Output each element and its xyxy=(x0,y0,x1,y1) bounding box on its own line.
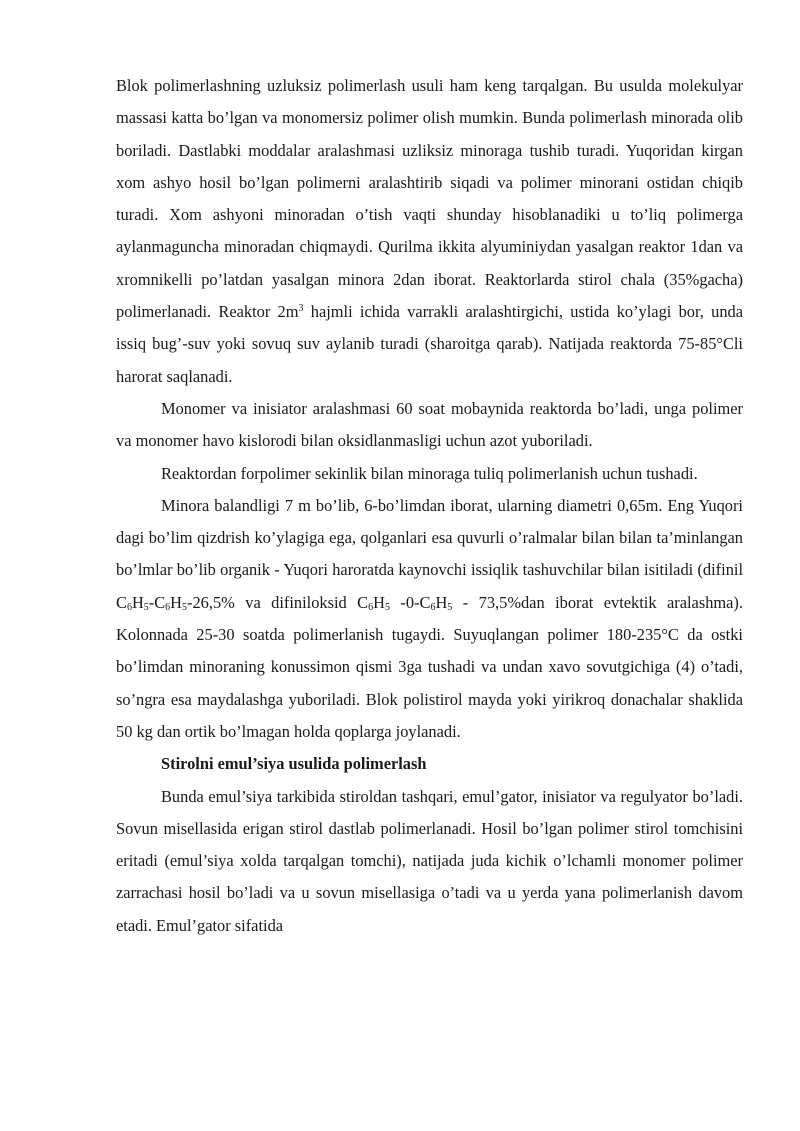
subscript: 5 xyxy=(143,601,149,613)
paragraph-text: H xyxy=(131,592,144,612)
superscript: 3 xyxy=(298,303,304,315)
section-heading: Stirolni emul’siya usulida polimerlash xyxy=(161,754,427,774)
paragraph-tower-description xyxy=(116,490,743,748)
paragraph-text: H xyxy=(435,592,448,612)
paragraph-emulsion: Bunda emul’siya tarkibida stiroldan tashqari, emul’gator, inisiator va regulyator bo’ladi. Sovun misellasida erigan stirol dastlab polimerlanadi. Hosil bo’lgan polimer stirol tomchisini eritadi (emul’siya xolda tarqalgan tomchi), natijada juda kichik o’lchamli monomer polimer zarrachasi hosil bo’ladi va u sovun misellasiga o’tadi va u yerda yana polimerlanish davom etadi. Emul’gator sifatida xyxy=(116,786,743,935)
paragraph-continuous-polymerization xyxy=(116,70,743,393)
subscript: 5 xyxy=(384,601,390,613)
paragraph-text: -0-C xyxy=(389,592,431,612)
paragraph-text: - 73,5%dan iborat evtektik aralashma). Kolonnada 25-30 soatda polimerlanish tugaydi. Suyuqlangan polimer 180-235°C da ostki bo’limdan minoraning konussimon qismi 3ga tushadi va undan xavo sovutgichiga (4) o’tadi, so’ngra esa maydalashga yuboriladi. Blok polistirol mayda yoki yirikroq donachalar shaklida 50 kg dan ortik bo’lmagan holda qoplarga joylanadi. xyxy=(116,592,743,741)
document-page xyxy=(116,70,743,942)
paragraph-text: -C xyxy=(148,592,166,612)
subscript: 6 xyxy=(126,601,132,613)
paragraph-text: H xyxy=(170,592,183,612)
paragraph-text: -26,5% va difiniloksid C xyxy=(187,592,369,612)
paragraph-text: H xyxy=(373,592,385,612)
subscript: 5 xyxy=(447,601,453,613)
subscript: 6 xyxy=(368,601,374,613)
subscript: 6 xyxy=(165,601,171,613)
paragraph-text: hajmli ichida varrakli aralashtirgichi, ustida ko’ylagi bor, unda issiq bug’-suv yoki sovuq suv aylanib turadi (sharoitga qarab). Natijada reaktorda 75-85°Cli harorat saqlanadi. xyxy=(116,302,744,386)
paragraph-text: Blok polimerlashning uzluksiz polimerlash usuli ham keng tarqalgan. Bu usulda molekulyar massasi katta bo’lgan va monomersiz polimer olish mumkin. Bunda polimerlash minorada olib boriladi. Dastlabki moddalar aralashmasi uzliksiz minoraga tushib turadi. Yuqoridan kirgan xom ashyo hosil bo’lgan polimerni aralashtirib siqadi va polimer minorani ostidan chiqib turadi. Xom ashyoni minoradan o’tish vaqti shunday hisoblanadiki u to’liq polimerga aylanmaguncha minoradan chiqmaydi. Qurilma ikkita alyuminiydan yasalgan reaktor 1dan va xromnikelli po’latdan yasalgan minora 2dan iborat. Reaktorlarda stirol chala (35%gacha) polimerlanadi. Reaktor 2m xyxy=(116,76,743,322)
paragraph-text: Minora balandligi 7 m bo’lib, 6-bo’limdan iborat, ularning diametri 0,65m. Eng Yuqori dagi bo’lim qizdrish ko’ylagiga ega, qolganlari esa quvurli o’ralmalar bilan bilan ta’minlangan bo’lmlar bo’lib organik - Yuqori haroratda kaynovchi issiqlik tashuvchilar bilan isitiladi (difinil C xyxy=(116,495,743,612)
paragraph-prepolymer: Reaktordan forpolimer sekinlik bilan minoraga tuliq polimerlanish uchun tushadi. xyxy=(161,463,698,483)
subscript: 6 xyxy=(430,601,436,613)
paragraph-monomer-initiator: Monomer va inisiator aralashmasi 60 soat mobaynida reaktorda bo’ladi, unga polimer va monomer havo kislorodi bilan oksidlanmasligi uchun azot yuboriladi. xyxy=(116,398,743,451)
subscript: 5 xyxy=(182,601,188,613)
